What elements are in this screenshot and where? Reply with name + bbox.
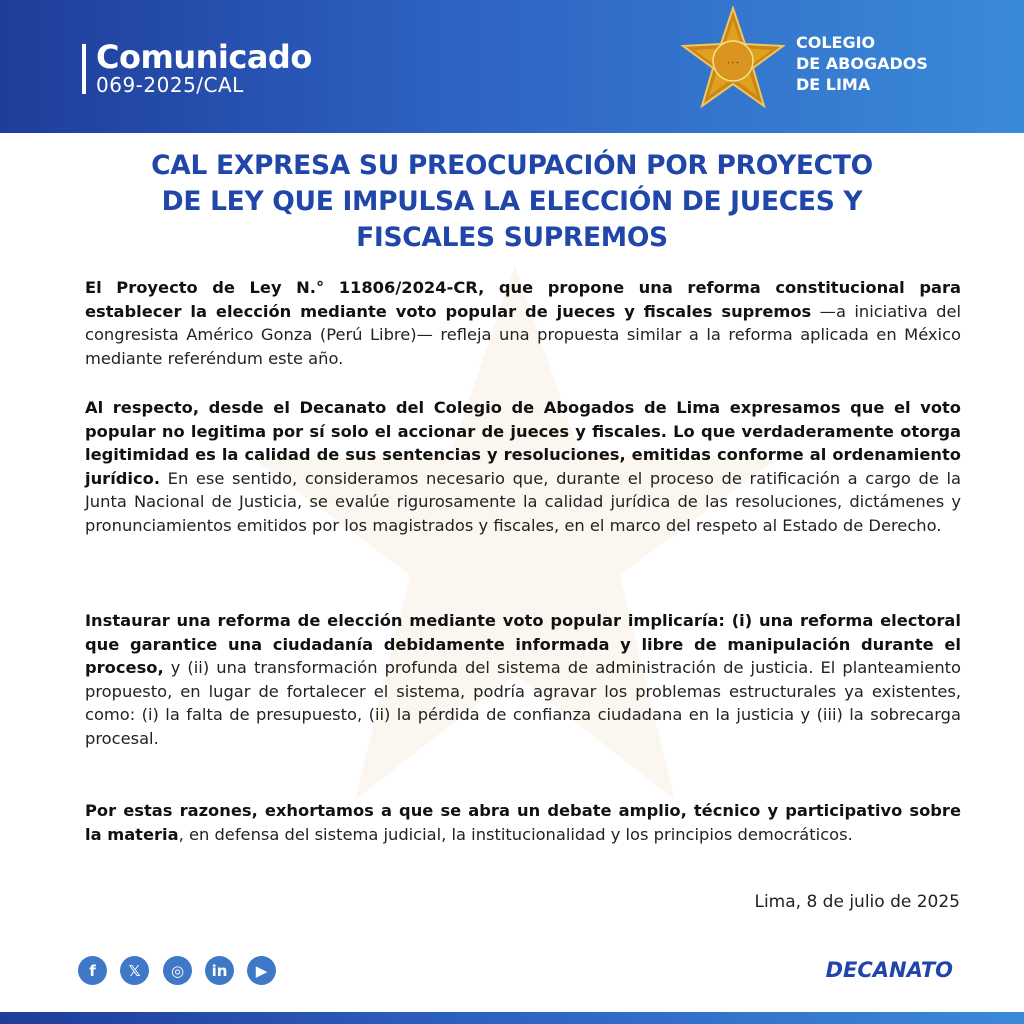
paragraph-3-bold: Instaurar una reforma de elección mediante voto popular implicaría: (i) una reforma electoral que garantice una ciudadanía debidamente informada y libre de manipulación durante el proceso, bbox=[85, 611, 961, 677]
paragraph-2-bold: Al respecto, desde el Decanato del Colegio de Abogados de Lima expresamos que el voto popular no legitima por sí solo el accionar de jueces y fiscales. Lo que verdaderamente otorga legitimidad es la calidad de sus sentencias y resoluciones, emitidas conforme al ordenamiento jurídico. bbox=[85, 398, 961, 488]
paragraph-3-text: y (ii) una transformación profunda del sistema de administración de justicia. El planteamiento propuesto, en lugar de fortalecer el sistema, podría agravar los problemas estructurales ya existentes, como: (i) la falta de presupuesto, (ii) la pérdida de confianza ciudadana en la justicia y (iii) la sobrecarga procesal. bbox=[85, 658, 961, 748]
date-line: Lima, 8 de julio de 2025 bbox=[754, 892, 960, 912]
headline-line3: FISCALES SUPREMOS bbox=[356, 222, 668, 253]
svg-text:✦ ✦ ✦: ✦ ✦ ✦ bbox=[726, 60, 740, 65]
org-name-line2: DE ABOGADOS bbox=[796, 54, 928, 73]
paragraph-4-text: , en defensa del sistema judicial, la institucionalidad y los principios democráticos. bbox=[178, 824, 853, 844]
org-name-line3: DE LIMA bbox=[796, 75, 871, 94]
paragraph-4-bold: Por estas razones, exhortamos a que se abra un debate amplio, técnico y participativo sobre la materia bbox=[85, 801, 961, 844]
headline-line1: CAL EXPRESA SU PREOCUPACIÓN POR PROYECTO bbox=[151, 150, 873, 181]
signature-decanato: DECANATO bbox=[825, 958, 953, 982]
x-icon[interactable]: 𝕏 bbox=[120, 956, 149, 985]
title-divider bbox=[82, 44, 86, 94]
paragraph-1 bbox=[85, 276, 961, 370]
paragraph-3 bbox=[85, 609, 961, 750]
paragraph-4 bbox=[85, 799, 961, 846]
organization-name bbox=[796, 32, 928, 95]
cal-star-logo bbox=[678, 6, 788, 116]
paragraph-2 bbox=[85, 396, 961, 537]
linkedin-icon[interactable]: in bbox=[205, 956, 234, 985]
paragraph-2-text: En ese sentido, consideramos necesario que, durante el proceso de ratificación a cargo de la Junta Nacional de Justicia, se evalúe rigurosamente la calidad jurídica de las resoluciones, dictámenes y pronunciamientos emitidos por los magistrados y fiscales, en el marco del respeto al Estado de Derecho. bbox=[85, 468, 961, 535]
facebook-icon[interactable]: f bbox=[78, 956, 107, 985]
document-code: 069-2025/CAL bbox=[96, 73, 244, 97]
org-name-line1: COLEGIO bbox=[796, 33, 876, 52]
headline-line2: DE LEY QUE IMPULSA LA ELECCIÓN DE JUECES Y bbox=[161, 186, 863, 217]
page-title: Comunicado bbox=[96, 38, 312, 76]
instagram-icon[interactable]: ◎ bbox=[163, 956, 192, 985]
headline bbox=[70, 148, 954, 256]
youtube-icon[interactable]: ▶ bbox=[247, 956, 276, 985]
footer-bar bbox=[0, 1012, 1024, 1024]
paragraph-1-text: —a iniciativa del congresista Américo Gonza (Perú Libre)— refleja una propuesta similar a la reforma aplicada en México mediante referéndum este año. bbox=[85, 301, 962, 368]
header-banner bbox=[0, 0, 1024, 133]
paragraph-1-bold: El Proyecto de Ley N.° 11806/2024-CR, que propone una reforma constitucional para establecer la elección mediante voto popular de jueces y fiscales supremos bbox=[85, 278, 961, 321]
